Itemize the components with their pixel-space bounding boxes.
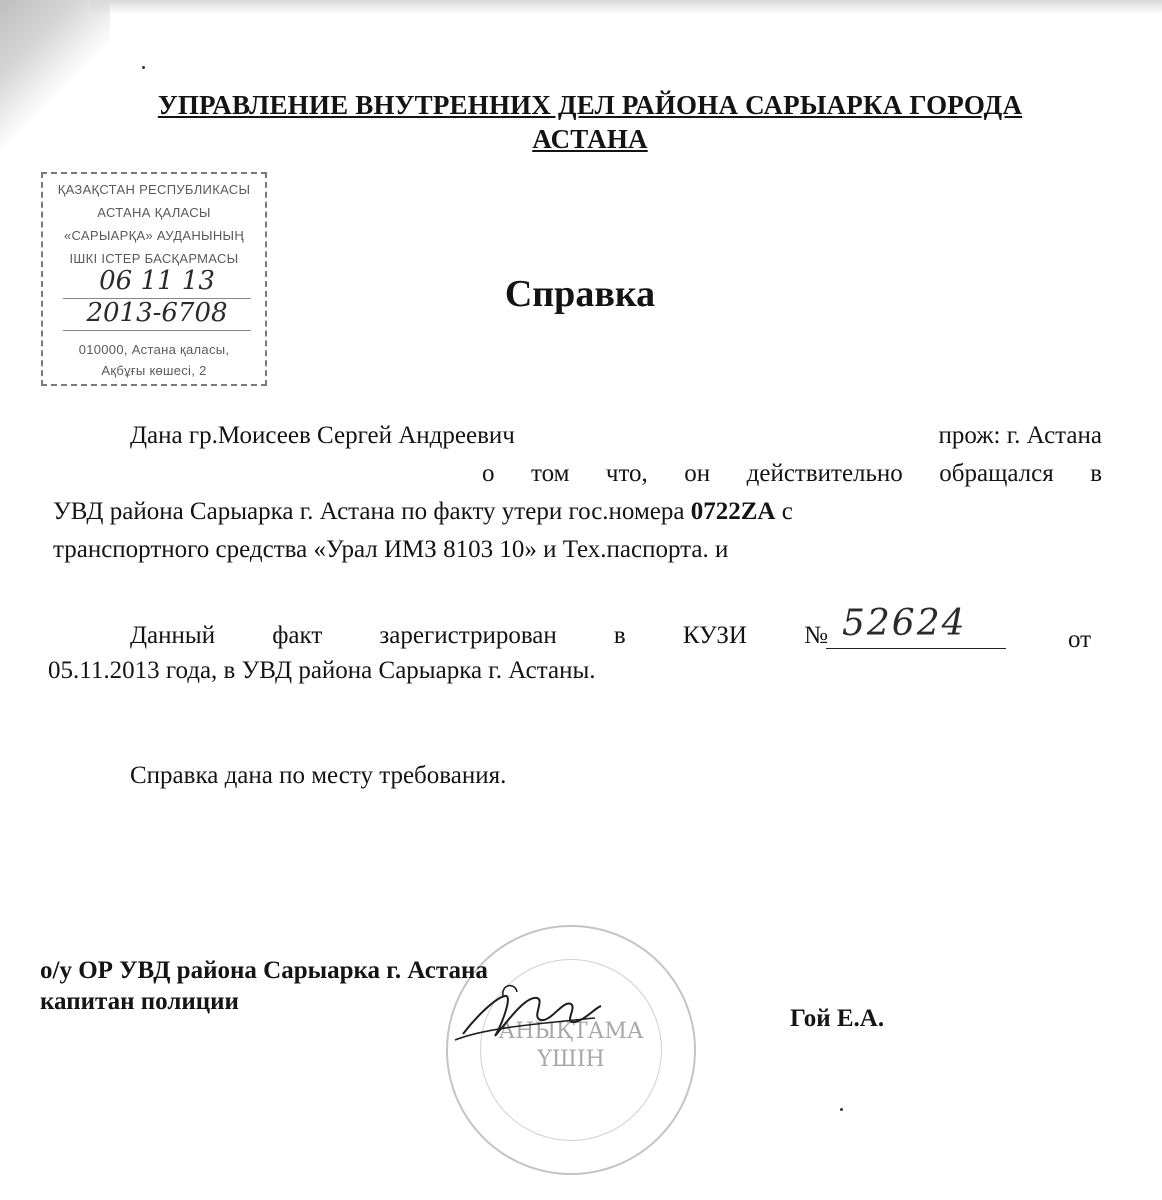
scan-speck — [840, 1108, 843, 1111]
body-p1-line3-text: УВД района Сарыарка г. Астана по факту утери гос.номера — [53, 498, 691, 525]
stamp-handwritten-date: 06 11 13 — [99, 266, 215, 296]
scan-corner-shadow — [0, 0, 110, 150]
header-line-2: АСТАНА — [532, 124, 648, 154]
stamp-handwritten-number: 2013-6708 — [86, 298, 228, 328]
signer-position: о/у ОР УВД района Сарыарка г. Астана — [40, 957, 488, 984]
stamp-line-1: ҚАЗАҚСТАН РЕСПУБЛИКАСЫ — [57, 182, 251, 197]
body-p1-line3-end: с — [775, 498, 793, 525]
stamp-line-2: АСТАНА ҚАЛАСЫ — [97, 205, 211, 220]
seal-center-line-1: АНЫҚТАМА — [498, 1019, 644, 1044]
scan-top-edge — [90, 0, 1162, 14]
signature-block — [40, 955, 488, 1017]
signer-name: Гой Е.А. — [790, 1005, 885, 1032]
body-p1-line1-right: прож: г. Астана — [938, 422, 1102, 449]
body-p2-line1-right: от — [1068, 626, 1092, 653]
body-p1-line1-left: Дана гр.Моисеев Сергей Андреевич — [130, 422, 515, 449]
plate-number: 0722ZA — [690, 498, 776, 525]
body-p2-line1-left: Данный факт зарегистрирован в КУЗИ № — [130, 622, 828, 649]
seal-center-line-2: ҮШІН — [537, 1047, 605, 1072]
body-p3: Справка дана по месту требования. — [130, 762, 507, 789]
header-line-1: УПРАВЛЕНИЕ ВНУТРЕННИХ ДЕЛ РАЙОНА САРЫАРКА ГОРОДА — [157, 90, 1023, 120]
registration-stamp — [41, 172, 267, 386]
body-p1-line4: транспортного средства «Урал ИМЗ 8103 10» и Тех.паспорта. и — [53, 536, 729, 563]
body-p2-line2: 05.11.2013 года, в УВД района Сарыарка г. Астаны. — [48, 657, 596, 684]
stamp-line-4: ІШКІ ІСТЕР БАСҚАРМАСЫ — [69, 251, 239, 266]
document-title: Справка — [504, 273, 656, 315]
body-p1-line3 — [53, 496, 1103, 528]
handwritten-signature — [445, 978, 605, 1058]
signer-rank: капитан полиции — [40, 988, 239, 1015]
stamp-number-rule — [63, 330, 251, 331]
header-title — [100, 88, 1080, 156]
stamp-address-2: Ақбұғы көшесі, 2 — [101, 363, 207, 378]
stamp-line-3: «САРЫАРҚА» АУДАНЫНЫҢ — [63, 228, 245, 243]
body-p1-line2: о том что, он действительно обращался в — [482, 460, 1102, 487]
kuzi-handwritten-number: 52624 — [842, 603, 967, 644]
stamp-address-1: 010000, Астана қаласы, — [78, 342, 230, 357]
kuzi-number-line — [826, 648, 1006, 649]
scan-speck — [142, 66, 145, 69]
